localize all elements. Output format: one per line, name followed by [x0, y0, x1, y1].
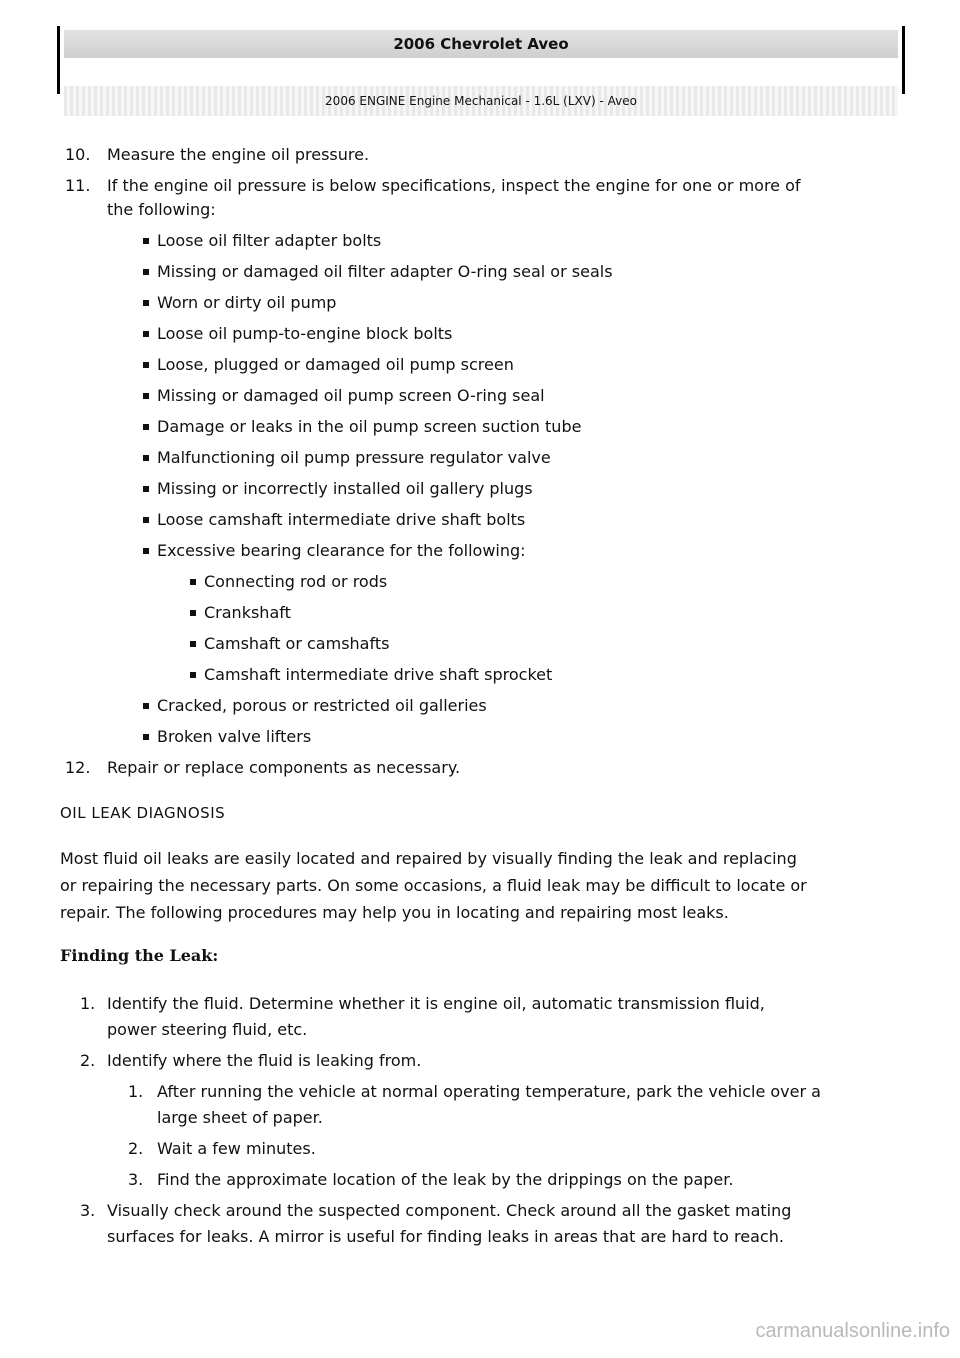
step-text: Visually check around the suspected component. Check around all the gasket mating [107, 1201, 792, 1220]
bullet-icon [143, 486, 149, 492]
step-number: 12. [65, 758, 91, 777]
document-header [57, 26, 905, 108]
bullet-icon [143, 269, 149, 275]
bullet-icon [190, 610, 196, 616]
list-item: Camshaft intermediate drive shaft sprocket [204, 665, 553, 684]
bullet-icon [143, 393, 149, 399]
step-number: 3. [80, 1201, 96, 1220]
list-item: Cracked, porous or restricted oil galleries [157, 696, 487, 715]
step-text: Repair or replace components as necessary. [107, 758, 461, 777]
step-text-continued: surfaces for leaks. A mirror is useful for finding leaks in areas that are hard to reach. [107, 1227, 784, 1246]
list-item: Loose oil filter adapter bolts [157, 231, 382, 250]
step-text: Measure the engine oil pressure. [107, 145, 370, 164]
step-number: 10. [65, 145, 91, 164]
header-subtitle: 2006 ENGINE Engine Mechanical - 1.6L (LXV) - Aveo [64, 86, 898, 116]
step-number: 11. [65, 176, 91, 195]
bullet-icon [190, 641, 196, 647]
step-text: Identify the fluid. Determine whether it is engine oil, automatic transmission fluid, [107, 994, 765, 1013]
bullet-icon [143, 734, 149, 740]
paragraph-line: Most fluid oil leaks are easily located and repaired by visually finding the leak and replacing [60, 849, 797, 868]
list-item: Crankshaft [204, 603, 291, 622]
section-title: OIL LEAK DIAGNOSIS [60, 804, 226, 822]
paragraph-line: or repairing the necessary parts. On some occasions, a fluid leak may be difficult to locate or [60, 876, 807, 895]
list-item: Missing or damaged oil filter adapter O-ring seal or seals [157, 262, 613, 281]
list-item: Broken valve lifters [157, 727, 312, 746]
list-item: Missing or incorrectly installed oil gallery plugs [157, 479, 533, 498]
list-item: Camshaft or camshafts [204, 634, 390, 653]
step-number: 1. [80, 994, 96, 1013]
list-item: Damage or leaks in the oil pump screen suction tube [157, 417, 582, 436]
bullet-icon [143, 548, 149, 554]
bullet-icon [143, 517, 149, 523]
substep-text: Find the approximate location of the leak by the drippings on the paper. [157, 1170, 734, 1189]
list-item: Connecting rod or rods [204, 572, 388, 591]
site-watermark: carmanualsonline.info [755, 1320, 950, 1342]
bullet-icon [143, 331, 149, 337]
bullet-icon [143, 362, 149, 368]
bullet-icon [143, 455, 149, 461]
list-item: Malfunctioning oil pump pressure regulator valve [157, 448, 551, 467]
header-title: 2006 Chevrolet Aveo [64, 30, 898, 58]
substep-number: 3. [128, 1170, 144, 1189]
step-text: If the engine oil pressure is below specifications, inspect the engine for one or more of [107, 176, 801, 195]
substep-text: After running the vehicle at normal operating temperature, park the vehicle over a [157, 1082, 821, 1101]
substep-number: 1. [128, 1082, 144, 1101]
bullet-icon [143, 424, 149, 430]
step-text-continued: power steering fluid, etc. [107, 1020, 308, 1039]
list-item: Loose, plugged or damaged oil pump screen [157, 355, 514, 374]
list-item: Worn or dirty oil pump [157, 293, 337, 312]
bullet-icon [190, 579, 196, 585]
paragraph-line: repair. The following procedures may help you in locating and repairing most leaks. [60, 903, 729, 922]
bullet-icon [190, 672, 196, 678]
step-number: 2. [80, 1051, 96, 1070]
substep-text-continued: large sheet of paper. [157, 1108, 323, 1127]
bullet-icon [143, 238, 149, 244]
bullet-icon [143, 300, 149, 306]
subheading: Finding the Leak: [60, 946, 219, 965]
list-item: Excessive bearing clearance for the following: [157, 541, 526, 560]
substep-text: Wait a few minutes. [157, 1139, 316, 1158]
step-text-continued: the following: [107, 200, 216, 219]
step-text: Identify where the fluid is leaking from. [107, 1051, 422, 1070]
substep-number: 2. [128, 1139, 144, 1158]
bullet-icon [143, 703, 149, 709]
list-item: Loose oil pump-to-engine block bolts [157, 324, 453, 343]
list-item: Missing or damaged oil pump screen O-ring seal [157, 386, 545, 405]
list-item: Loose camshaft intermediate drive shaft bolts [157, 510, 526, 529]
